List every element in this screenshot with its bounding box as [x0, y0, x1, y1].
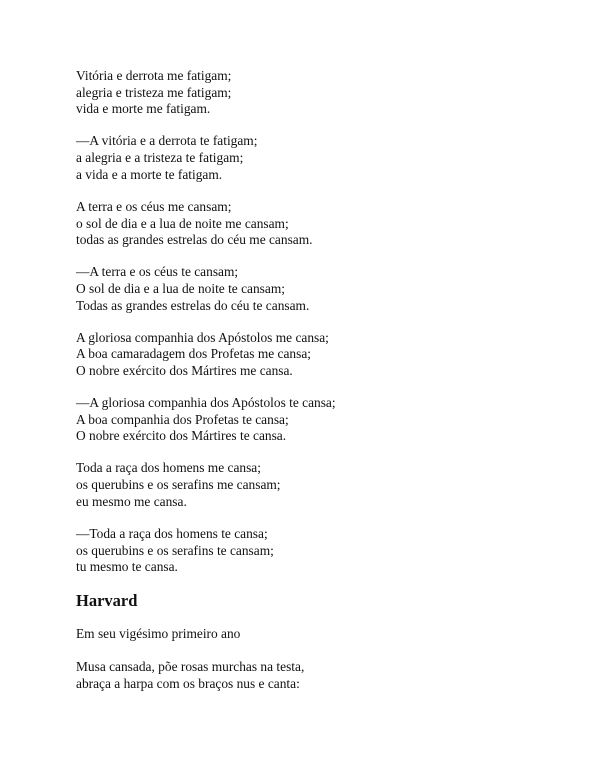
- verse-line: Vitória e derrota me fatigam;: [76, 68, 232, 83]
- poem-body: [76, 68, 556, 708]
- section-subtitle: [76, 626, 556, 643]
- verse-line: vida e morte me fatigam.: [76, 101, 211, 117]
- verse-line: os querubins e os serafins te cansam;: [76, 542, 274, 558]
- stanza: [76, 395, 556, 445]
- stanza: [76, 264, 556, 314]
- verse-line: A terra e os céus me cansam;: [76, 198, 232, 214]
- verse-line: A gloriosa companhia dos Apóstolos me cansa;: [76, 329, 329, 345]
- verse-line: Todas as grandes estrelas do céu te cansam.: [76, 297, 310, 313]
- verse-line: abraça a harpa com os braços nus e canta:: [76, 675, 300, 691]
- stanza: [76, 68, 556, 118]
- stanza: [76, 659, 556, 692]
- verse-line: eu mesmo me cansa.: [76, 493, 187, 509]
- verse-line: a vida e a morte te fatigam.: [76, 166, 223, 182]
- verse-line: alegria e tristeza me fatigam;: [76, 84, 232, 100]
- verse-line: A boa camaradagem dos Profetas me cansa;: [76, 346, 311, 362]
- verse-line: os querubins e os serafins me cansam;: [76, 477, 281, 493]
- verse-line: a alegria e a tristeza te fatigam;: [76, 150, 244, 166]
- verse-line: o sol de dia e a lua de noite me cansam;: [76, 215, 289, 231]
- stanza: [76, 460, 556, 510]
- subtitle-line: Em seu vigésimo primeiro ano: [76, 626, 241, 642]
- stanza: [76, 199, 556, 249]
- verse-line: tu mesmo te cansa.: [76, 559, 178, 575]
- section-title: Harvard: [76, 591, 138, 611]
- verse-line: A boa companhia dos Profetas te cansa;: [76, 411, 289, 427]
- verse-line: todas as grandes estrelas do céu me cansam.: [76, 232, 313, 248]
- verse-line: —A vitória e a derrota te fatigam;: [76, 133, 258, 149]
- verse-line: O sol de dia e a lua de noite te cansam;: [76, 280, 285, 296]
- verse-line: Musa cansada, põe rosas murchas na testa,: [76, 658, 305, 674]
- stanza: [76, 330, 556, 380]
- stanza: [76, 526, 556, 576]
- verse-line: O nobre exército dos Mártires me cansa.: [76, 363, 293, 379]
- verse-line: —A terra e os céus te cansam;: [76, 264, 239, 280]
- stanza: [76, 133, 556, 183]
- verse-line: —A gloriosa companhia dos Apóstolos te cansa;: [76, 395, 336, 411]
- verse-line: —Toda a raça dos homens te cansa;: [76, 525, 268, 541]
- verse-line: O nobre exército dos Mártires te cansa.: [76, 428, 287, 444]
- verse-line: Toda a raça dos homens me cansa;: [76, 460, 261, 476]
